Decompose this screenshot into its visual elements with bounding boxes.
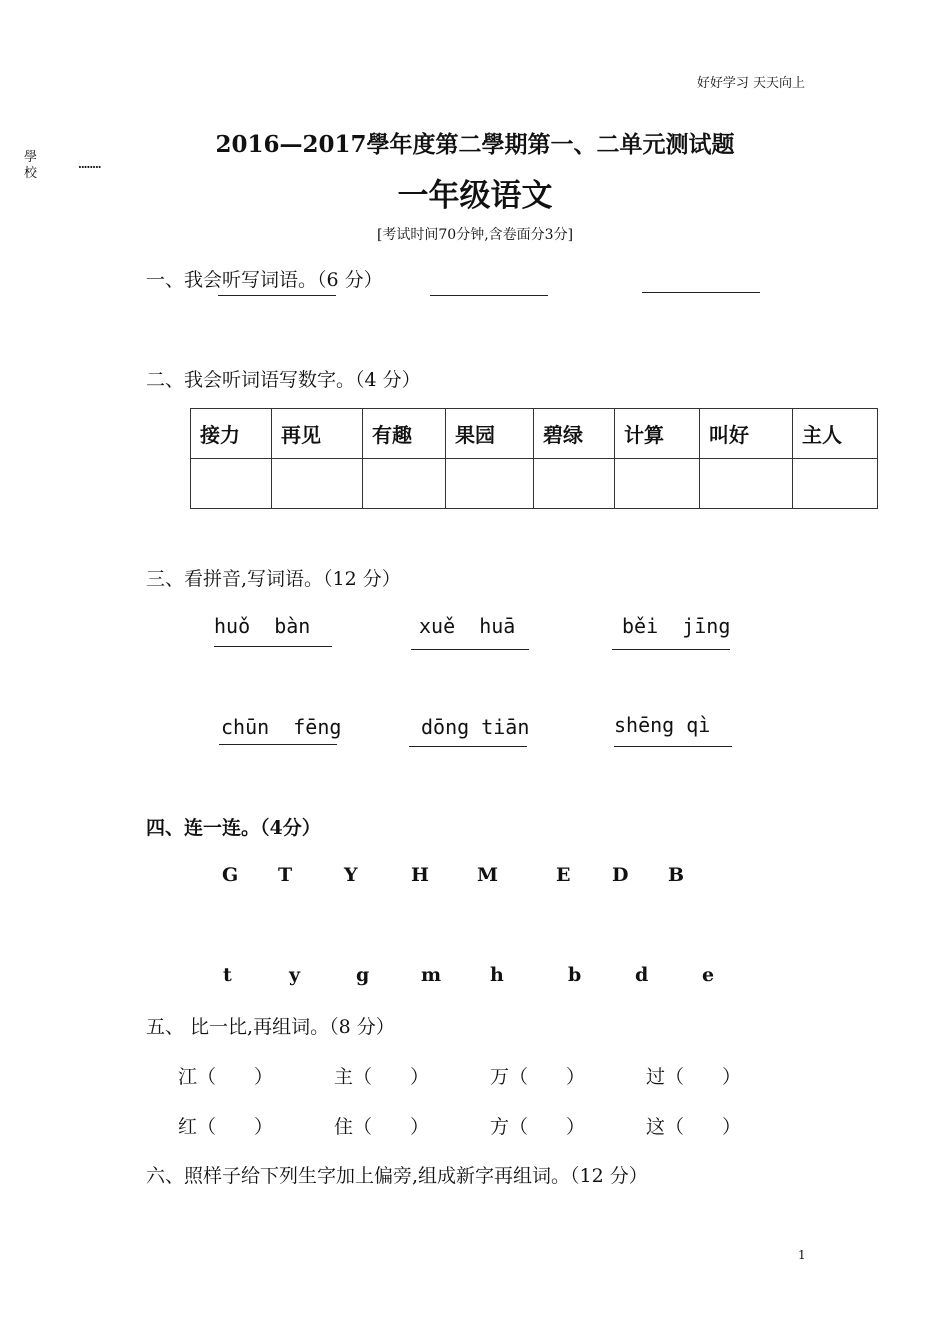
letter-item[interactable]: Y — [344, 864, 358, 886]
school-fill-line: ........ — [78, 158, 101, 171]
letter-item[interactable]: y — [289, 964, 301, 986]
subject-title: 一年级语文 — [397, 178, 553, 214]
letter-item[interactable]: e — [702, 964, 715, 986]
compare-item[interactable]: 万（ ） — [490, 1066, 586, 1088]
letter-item[interactable]: E — [556, 864, 571, 886]
pinyin-answer-line[interactable] — [614, 745, 732, 747]
pinyin-item: dōng tiān — [421, 715, 530, 739]
answer-blank[interactable] — [218, 294, 336, 296]
question-6-label: 六、照样子给下列生字加上偏旁,组成新字再组词。（12 分） — [146, 1165, 648, 1187]
answer-cell[interactable] — [700, 459, 793, 509]
school-label: 學校 — [24, 150, 38, 181]
word-cell: 有趣 — [363, 409, 446, 459]
word-cell: 计算 — [615, 409, 700, 459]
question-3-label: 三、看拼音,写词语。（12 分） — [146, 568, 401, 590]
pinyin-item: shēng qì — [614, 713, 711, 737]
answer-cell[interactable] — [793, 459, 878, 509]
word-cell: 碧绿 — [534, 409, 615, 459]
word-table — [190, 408, 878, 509]
pinyin-answer-line[interactable] — [214, 645, 332, 647]
letter-item[interactable]: d — [635, 964, 649, 986]
exam-note: [考试时间70分钟,含卷面分3分] — [376, 227, 574, 243]
letter-item[interactable]: t — [223, 964, 232, 986]
word-cell: 主人 — [793, 409, 878, 459]
pinyin-answer-line[interactable] — [612, 648, 730, 650]
pinyin-item: xuě huā — [419, 614, 516, 638]
answer-cell[interactable] — [363, 459, 446, 509]
letter-item[interactable]: D — [612, 864, 629, 886]
answer-blank[interactable] — [430, 294, 548, 296]
answer-cell[interactable] — [446, 459, 534, 509]
pinyin-item: chūn fēng — [221, 715, 342, 739]
header-motto: 好好学习 天天向上 — [696, 76, 805, 91]
compare-item[interactable]: 住（ ） — [334, 1116, 430, 1138]
answer-cell[interactable] — [272, 459, 363, 509]
answer-cell[interactable] — [615, 459, 700, 509]
pinyin-answer-line[interactable] — [409, 745, 527, 747]
compare-item[interactable]: 方（ ） — [490, 1116, 586, 1138]
pinyin-answer-line[interactable] — [219, 743, 337, 745]
question-2-label: 二、我会听词语写数字。（4 分） — [146, 369, 421, 391]
compare-item[interactable]: 主（ ） — [334, 1066, 430, 1088]
compare-item[interactable]: 红（ ） — [178, 1116, 274, 1138]
letter-item[interactable]: g — [356, 964, 370, 986]
answer-cell[interactable] — [534, 459, 615, 509]
pinyin-item: běi jīng — [622, 614, 731, 638]
compare-item[interactable]: 过（ ） — [646, 1066, 742, 1088]
question-5-label: 五、 比一比,再组词。（8 分） — [146, 1016, 395, 1038]
pinyin-answer-line[interactable] — [411, 648, 529, 650]
page-number: 1 — [798, 1248, 806, 1262]
word-cell: 叫好 — [700, 409, 793, 459]
compare-item[interactable]: 这（ ） — [646, 1116, 742, 1138]
compare-item[interactable]: 江（ ） — [178, 1066, 274, 1088]
question-1-label: 一、我会听写词语。（6 分） — [146, 269, 383, 291]
word-cell: 再见 — [272, 409, 363, 459]
letter-item[interactable]: m — [421, 964, 442, 986]
letter-item[interactable]: h — [490, 964, 504, 986]
answer-cell[interactable] — [191, 459, 272, 509]
exam-title: 2016—2017學年度第二學期第一、二单元测试题 — [215, 131, 735, 158]
word-cell: 果园 — [446, 409, 534, 459]
pinyin-item: huǒ bàn — [214, 614, 311, 638]
letter-item[interactable]: M — [477, 864, 499, 886]
question-4-label: 四、连一连。（4分） — [146, 817, 321, 839]
letter-item[interactable]: H — [411, 864, 429, 886]
letter-item[interactable]: G — [222, 864, 239, 886]
letter-item[interactable]: B — [668, 864, 685, 886]
word-cell: 接力 — [191, 409, 272, 459]
letter-item[interactable]: T — [278, 864, 293, 886]
answer-blank[interactable] — [642, 291, 760, 293]
letter-item[interactable]: b — [568, 964, 582, 986]
